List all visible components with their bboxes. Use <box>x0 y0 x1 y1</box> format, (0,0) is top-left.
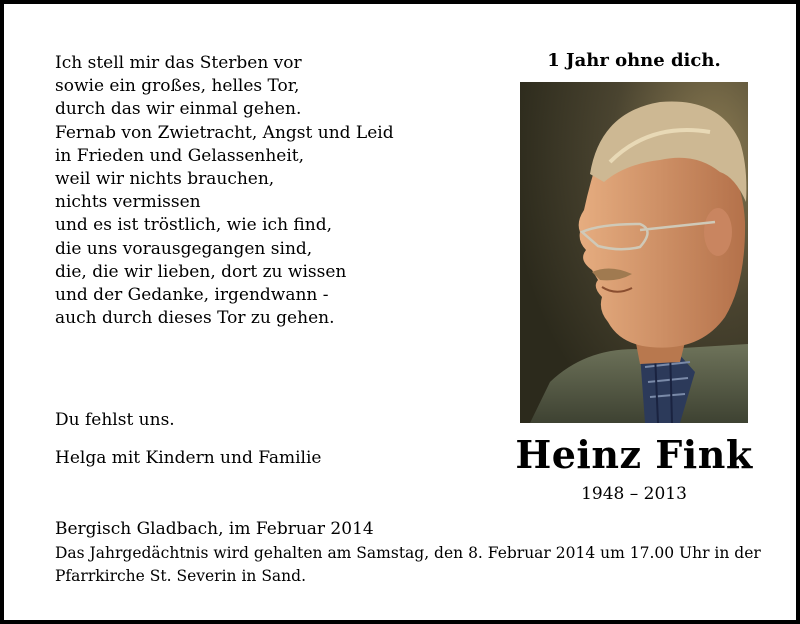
poem-line: weil wir nichts brauchen, <box>55 169 275 190</box>
portrait-illustration <box>520 82 748 423</box>
portrait-photo <box>520 82 748 423</box>
headline: 1 Jahr ohne dich. <box>547 50 721 71</box>
poem-line: Fernab von Zwietracht, Angst und Leid <box>55 122 394 143</box>
poem-line: und es ist tröstlich, wie ich find, <box>55 215 333 236</box>
poem-line: in Frieden und Gelassenheit, <box>55 145 305 166</box>
poem-line: die uns vorausgegangen sind, <box>55 238 313 259</box>
deceased-name: Heinz Fink <box>515 432 753 477</box>
poem-line: sowie ein großes, helles Tor, <box>55 76 300 97</box>
poem-line: durch das wir einmal gehen. <box>55 99 302 120</box>
life-years: 1948 – 2013 <box>581 484 687 504</box>
missing-you-text: Du fehlst uns. <box>55 410 175 430</box>
poem-line: nichts vermissen <box>55 192 201 213</box>
memorial-notice <box>55 542 761 588</box>
poem-line: Ich stell mir das Sterben vor <box>55 53 302 73</box>
poem <box>55 52 394 330</box>
notice-line: Pfarrkirche St. Severin in Sand. <box>55 567 307 585</box>
signature: Helga mit Kindern und Familie <box>55 448 322 468</box>
place-date: Bergisch Gladbach, im Februar 2014 <box>55 519 374 539</box>
poem-line: und der Gedanke, irgendwann - <box>55 285 329 306</box>
poem-line: auch durch dieses Tor zu gehen. <box>55 308 335 329</box>
poem-line: die, die wir lieben, dort zu wissen <box>55 261 347 282</box>
notice-line: Das Jahrgedächtnis wird gehalten am Samstag, den 8. Februar 2014 um 17.00 Uhr in der <box>55 544 761 562</box>
